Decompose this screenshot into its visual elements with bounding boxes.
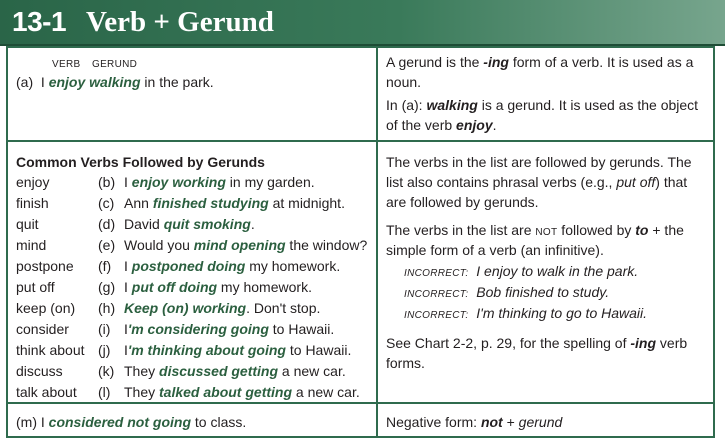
example-sentence: (g) I put off doing my homework. xyxy=(98,279,312,295)
example-sentence: (k) They discussed getting a new car. xyxy=(98,363,346,379)
example-sentence: (i) I'm considering going to Hawaii. xyxy=(98,321,335,337)
explanation-line: In (a): walking is a gerund. It is used as the object xyxy=(386,97,699,113)
example-sentence: (h) Keep (on) working. Don't stop. xyxy=(98,300,321,316)
verb-item: enjoy xyxy=(16,174,50,190)
example-sentence: (d) David quit smoking. xyxy=(98,216,255,232)
example-m: (m) I considered not going to class. xyxy=(16,414,247,430)
verb-item: mind xyxy=(16,237,47,253)
incorrect-example: INCORRECT: Bob finished to study. xyxy=(404,284,610,300)
verb-label: VERB xyxy=(52,59,81,70)
explanation-line: The verbs in the list are NOT followed by to + the xyxy=(386,222,684,238)
verb-item: think about xyxy=(16,342,85,358)
verb-item: finish xyxy=(16,195,49,211)
example-sentence: (c) Ann finished studying at midnight. xyxy=(98,195,345,211)
gerund-label: GERUND xyxy=(92,59,138,70)
example-sentence: (j) I'm thinking about going to Hawaii. xyxy=(98,342,352,358)
chart-table xyxy=(6,46,715,438)
verbs-heading: Common Verbs Followed by Gerunds xyxy=(16,154,265,170)
example-sentence: (f) I postponed doing my homework. xyxy=(98,258,341,274)
example-sentence: (l) They talked about getting a new car. xyxy=(98,384,360,400)
incorrect-example: INCORRECT: I'm thinking to go to Hawaii. xyxy=(404,305,648,321)
explanation-line: The verbs in the list are followed by gerunds. The xyxy=(386,154,692,170)
explanation-line: noun. xyxy=(386,74,422,90)
verb-item: put off xyxy=(16,279,55,295)
explanation-line: are followed by gerunds. xyxy=(386,194,539,210)
explanation-line: simple form of a verb (an infinitive). xyxy=(386,242,604,258)
verb-item: quit xyxy=(16,216,39,232)
incorrect-example: INCORRECT: I enjoy to walk in the park. xyxy=(404,263,639,279)
chart-number: 13-1 xyxy=(12,6,67,37)
verb-item: keep (on) xyxy=(16,300,76,316)
row-divider xyxy=(8,402,713,404)
row-divider xyxy=(8,140,713,142)
explanation-line: list also contains phrasal verbs (e.g., put off) that xyxy=(386,174,688,190)
explanation-line: A gerund is the -ing form of a verb. It is used as a xyxy=(386,54,694,70)
verb-item: talk about xyxy=(16,384,77,400)
example-sentence: (b) I enjoy working in my garden. xyxy=(98,174,315,190)
verb-item: postpone xyxy=(16,258,74,274)
explanation-line: of the verb enjoy. xyxy=(386,117,497,133)
chart-header xyxy=(0,0,725,46)
explanation-line: See Chart 2-2, p. 29, for the spelling of -ing verb xyxy=(386,335,688,351)
column-divider xyxy=(376,48,378,436)
example-sentence: (e) Would you mind opening the window? xyxy=(98,237,368,253)
verb-item: discuss xyxy=(16,363,63,379)
explanation-line: forms. xyxy=(386,355,425,371)
verb-item: consider xyxy=(16,321,69,337)
example-a: (a) I enjoy walking in the park. xyxy=(16,74,214,90)
chart-title: Verb + Gerund xyxy=(86,6,274,38)
negative-form-note: Negative form: not + gerund xyxy=(386,414,563,430)
